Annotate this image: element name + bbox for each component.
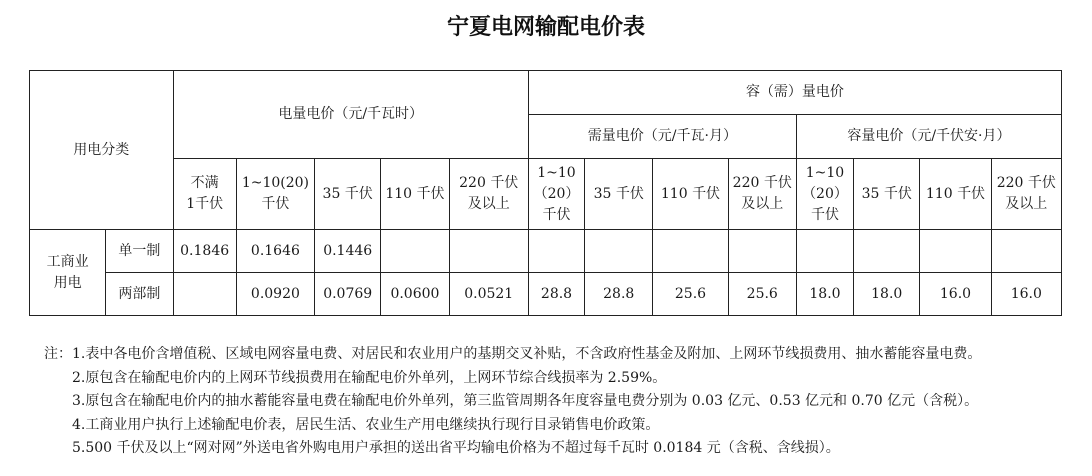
- single-rate-label: 单一制: [106, 230, 173, 273]
- capacity-voltage-header: 1~10 （20） 千伏: [796, 159, 853, 230]
- single-rate-cell: [728, 230, 796, 273]
- note-item: [44, 390, 1084, 414]
- page-title: 宁夏电网输配电价表: [446, 15, 645, 40]
- note-item: [44, 437, 1084, 461]
- two-part-cell: 28.8: [528, 273, 584, 316]
- notes: [44, 343, 1084, 461]
- two-part-label: 两部制: [106, 273, 173, 316]
- two-part-cell: 0.0521: [449, 273, 528, 316]
- two-part-cell: 16.0: [991, 273, 1061, 316]
- note-text: 1.表中各电价含增值税、区域电网容量电费、对居民和农业用户的基期交叉补贴，不含政府性基金及附加、上网环节线损费用、抽水蓄能容量电费。: [72, 346, 982, 362]
- demand-voltage-header: 220 千伏 及以上: [728, 159, 796, 230]
- capacity-voltage-header: 35 千伏: [854, 159, 920, 230]
- demand-price-header: 需量电价（元/千瓦·月）: [528, 115, 796, 159]
- note-text: 2.原包含在输配电价内的上网环节线损费用在输配电价外单列，上网环节综合线损率为 2.59%。: [72, 369, 667, 386]
- single-rate-cell: 0.1446: [315, 230, 381, 273]
- two-part-cell: [173, 273, 236, 316]
- group-label: 工商业 用电: [30, 230, 106, 316]
- two-part-cell: 16.0: [920, 273, 991, 316]
- single-rate-cell: [528, 230, 584, 273]
- single-rate-cell: [796, 230, 853, 273]
- single-rate-cell: 0.1646: [236, 230, 314, 273]
- energy-price-header: 电量电价（元/千瓦时）: [173, 71, 528, 159]
- single-rate-cell: [449, 230, 528, 273]
- two-part-cell: 0.0920: [236, 273, 314, 316]
- single-rate-cell: [585, 230, 653, 273]
- energy-voltage-header: 110 千伏: [381, 159, 449, 230]
- note-text: 4.工商业用户执行上述输配电价表，居民生活、农业生产用电继续执行现行目录销售电价政策。: [72, 416, 660, 433]
- capacity-voltage-header: 110 千伏: [920, 159, 991, 230]
- category-header: 用电分类: [30, 71, 174, 230]
- energy-voltage-header: 35 千伏: [315, 159, 381, 230]
- note-item: [44, 367, 1084, 391]
- two-part-cell: 28.8: [585, 273, 653, 316]
- single-rate-cell: [653, 230, 728, 273]
- two-part-row: [30, 273, 1062, 316]
- capacity-fee-header: 容量电价（元/千伏安·月）: [796, 115, 1061, 159]
- two-part-cell: 0.0769: [315, 273, 381, 316]
- note-item: [44, 414, 1084, 438]
- capacity-price-header: 容（需）量电价: [528, 71, 1061, 115]
- two-part-cell: 0.0600: [381, 273, 449, 316]
- note-item: [44, 343, 1084, 367]
- two-part-cell: 25.6: [653, 273, 728, 316]
- single-rate-cell: 0.1846: [173, 230, 236, 273]
- two-part-cell: 18.0: [796, 273, 853, 316]
- energy-voltage-header: 1~10(20) 千伏: [236, 159, 314, 230]
- two-part-cell: 25.6: [728, 273, 796, 316]
- capacity-voltage-header: 220 千伏 及以上: [991, 159, 1061, 230]
- note-text: 3.原包含在输配电价内的抽水蓄能容量电费在输配电价外单列，第三监管周期各年度容量电费分别为 0.03 亿元、0.53 亿元和 0.70 亿元（含税）。: [72, 393, 979, 409]
- energy-voltage-header: 不满 1千伏: [173, 159, 236, 230]
- tariff-table: [29, 70, 1062, 316]
- single-rate-cell: [854, 230, 920, 273]
- demand-voltage-header: 1~10 （20） 千伏: [528, 159, 584, 230]
- energy-voltage-header: 220 千伏 及以上: [449, 159, 528, 230]
- single-rate-cell: [920, 230, 991, 273]
- demand-voltage-header: 35 千伏: [585, 159, 653, 230]
- note-text: 5.500 千伏及以上“网对网”外送电省外购电用户承担的送出省平均输电价格为不超过每千瓦时 0.0184 元（含税、含线损）。: [72, 440, 840, 456]
- single-rate-cell: [991, 230, 1061, 273]
- demand-voltage-header: 110 千伏: [653, 159, 728, 230]
- single-rate-row: [30, 230, 1062, 273]
- single-rate-cell: [381, 230, 449, 273]
- two-part-cell: 18.0: [854, 273, 920, 316]
- header-row-1: [30, 71, 1062, 115]
- header-row-3: [30, 159, 1062, 230]
- notes-prefix: 注：: [44, 346, 72, 362]
